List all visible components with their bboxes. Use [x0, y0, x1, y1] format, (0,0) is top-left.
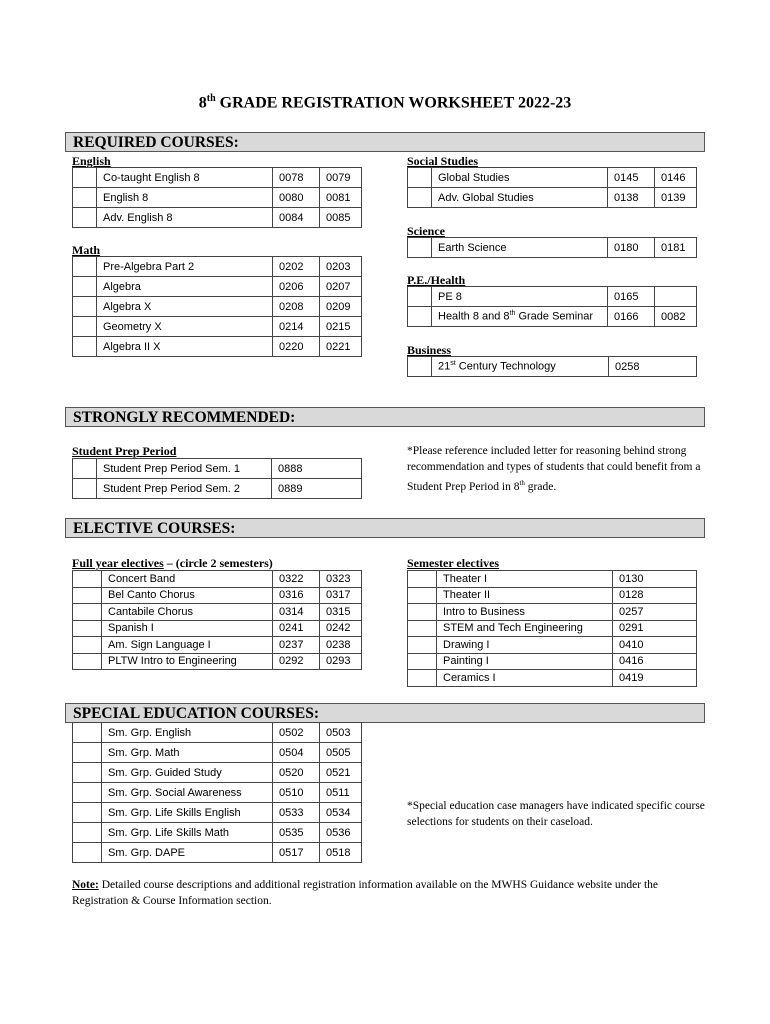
table-row: Sm. Grp. Social Awareness 0510 0511	[73, 783, 362, 803]
checkbox-cell[interactable]	[73, 604, 102, 621]
prep-heading: Student Prep Period	[72, 444, 177, 458]
checkbox-cell[interactable]	[73, 763, 102, 783]
checkbox-cell[interactable]	[408, 620, 437, 637]
table-row: PLTW Intro to Engineering 0292 0293	[73, 653, 362, 670]
table-row: Algebra X 0208 0209	[73, 297, 362, 317]
science-table	[407, 237, 697, 258]
checkbox-cell[interactable]	[408, 307, 432, 327]
full-year-heading: Full year electives – (circle 2 semesters)	[72, 556, 273, 570]
table-row: Health 8 and 8th Grade Seminar 0166 0082	[408, 307, 697, 327]
checkbox-cell[interactable]	[73, 783, 102, 803]
table-row: Global Studies 0145 0146	[408, 168, 697, 188]
checkbox-cell[interactable]	[408, 357, 432, 377]
table-row: Spanish I 0241 0242	[73, 620, 362, 637]
checkbox-cell[interactable]	[408, 238, 432, 258]
table-row: Algebra 0206 0207	[73, 277, 362, 297]
table-row: Drawing I 0410	[408, 637, 697, 654]
business-table	[407, 356, 697, 377]
table-row: English 8 0080 0081	[73, 188, 362, 208]
table-row: Algebra II X 0220 0221	[73, 337, 362, 357]
social-studies-table	[407, 167, 697, 208]
pe-health-table	[407, 286, 697, 327]
checkbox-cell[interactable]	[73, 168, 97, 188]
checkbox-cell[interactable]	[408, 637, 437, 654]
prep-note: *Please reference included letter for reasoning behind strong recommendation and types of students that could benefit from a Student Prep Period in 8th grade.	[407, 445, 701, 493]
checkbox-cell[interactable]	[73, 723, 102, 743]
checkbox-cell[interactable]	[73, 843, 102, 863]
checkbox-cell[interactable]	[408, 168, 432, 188]
checkbox-cell[interactable]	[73, 803, 102, 823]
table-row: Student Prep Period Sem. 2 0889	[73, 479, 362, 499]
checkbox-cell[interactable]	[408, 571, 437, 588]
checkbox-cell[interactable]	[73, 208, 97, 228]
checkbox-cell[interactable]	[408, 188, 432, 208]
footer-note: Note: Detailed course descriptions and additional registration information available on the MWHS Guidance website under the Registration & Course Information section.	[72, 879, 659, 907]
checkbox-cell[interactable]	[408, 587, 437, 604]
checkbox-cell[interactable]	[73, 337, 97, 357]
table-row: Intro to Business 0257	[408, 604, 697, 621]
science-heading: Science	[407, 224, 445, 238]
table-row: Geometry X 0214 0215	[73, 317, 362, 337]
table-row: Sm. Grp. Math 0504 0505	[73, 743, 362, 763]
sped-table	[72, 722, 362, 863]
table-row: Sm. Grp. Guided Study 0520 0521	[73, 763, 362, 783]
table-row: STEM and Tech Engineering 0291	[408, 620, 697, 637]
checkbox-cell[interactable]	[73, 459, 97, 479]
table-row: 21st Century Technology 0258	[408, 357, 697, 377]
checkbox-cell[interactable]	[73, 653, 102, 670]
table-row: Adv. Global Studies 0138 0139	[408, 188, 697, 208]
table-row: Concert Band 0322 0323	[73, 571, 362, 588]
section-elective-header: ELECTIVE COURSES:	[65, 518, 705, 538]
business-heading: Business	[407, 343, 452, 357]
checkbox-cell[interactable]	[408, 287, 432, 307]
pe-health-heading: P.E./Health	[407, 273, 466, 287]
checkbox-cell[interactable]	[73, 297, 97, 317]
checkbox-cell[interactable]	[73, 317, 97, 337]
table-row: Am. Sign Language I 0237 0238	[73, 637, 362, 654]
table-row: Pre-Algebra Part 2 0202 0203	[73, 257, 362, 277]
checkbox-cell[interactable]	[73, 620, 102, 637]
english-table	[72, 167, 362, 228]
checkbox-cell[interactable]	[73, 587, 102, 604]
table-row: Theater II 0128	[408, 587, 697, 604]
table-row: Sm. Grp. DAPE 0517 0518	[73, 843, 362, 863]
checkbox-cell[interactable]	[73, 277, 97, 297]
math-table	[72, 256, 362, 357]
checkbox-cell[interactable]	[73, 571, 102, 588]
table-row: Sm. Grp. Life Skills Math 0535 0536	[73, 823, 362, 843]
semester-heading: Semester electives	[407, 556, 500, 570]
table-row: Painting I 0416	[408, 653, 697, 670]
section-recommended-header: STRONGLY RECOMMENDED:	[65, 407, 705, 427]
checkbox-cell[interactable]	[408, 604, 437, 621]
prep-table	[72, 458, 362, 499]
checkbox-cell[interactable]	[408, 653, 437, 670]
page-title: 8th GRADE REGISTRATION WORKSHEET 2022-23	[198, 93, 572, 112]
table-row: Student Prep Period Sem. 1 0888	[73, 459, 362, 479]
section-sped-header: SPECIAL EDUCATION COURSES:	[65, 703, 705, 723]
table-row: Co-taught English 8 0078 0079	[73, 168, 362, 188]
semester-table	[407, 570, 697, 687]
table-row: Ceramics I 0419	[408, 670, 697, 687]
english-heading: English	[72, 154, 111, 168]
full-year-table	[72, 570, 362, 670]
checkbox-cell[interactable]	[73, 823, 102, 843]
table-row: Bel Canto Chorus 0316 0317	[73, 587, 362, 604]
checkbox-cell[interactable]	[73, 188, 97, 208]
checkbox-cell[interactable]	[73, 637, 102, 654]
table-row: PE 8 0165	[408, 287, 697, 307]
table-row: Sm. Grp. English 0502 0503	[73, 723, 362, 743]
checkbox-cell[interactable]	[73, 257, 97, 277]
table-row: Earth Science 0180 0181	[408, 238, 697, 258]
checkbox-cell[interactable]	[408, 670, 437, 687]
table-row: Sm. Grp. Life Skills English 0533 0534	[73, 803, 362, 823]
checkbox-cell[interactable]	[73, 743, 102, 763]
sped-note: *Special education case managers have indicated specific course selections for students on their caseload.	[407, 800, 705, 828]
math-heading: Math	[72, 243, 100, 257]
table-row: Theater I 0130	[408, 571, 697, 588]
social-studies-heading: Social Studies	[407, 154, 479, 168]
table-row: Adv. English 8 0084 0085	[73, 208, 362, 228]
table-row: Cantabile Chorus 0314 0315	[73, 604, 362, 621]
section-required-header: REQUIRED COURSES:	[65, 132, 705, 152]
checkbox-cell[interactable]	[73, 479, 97, 499]
